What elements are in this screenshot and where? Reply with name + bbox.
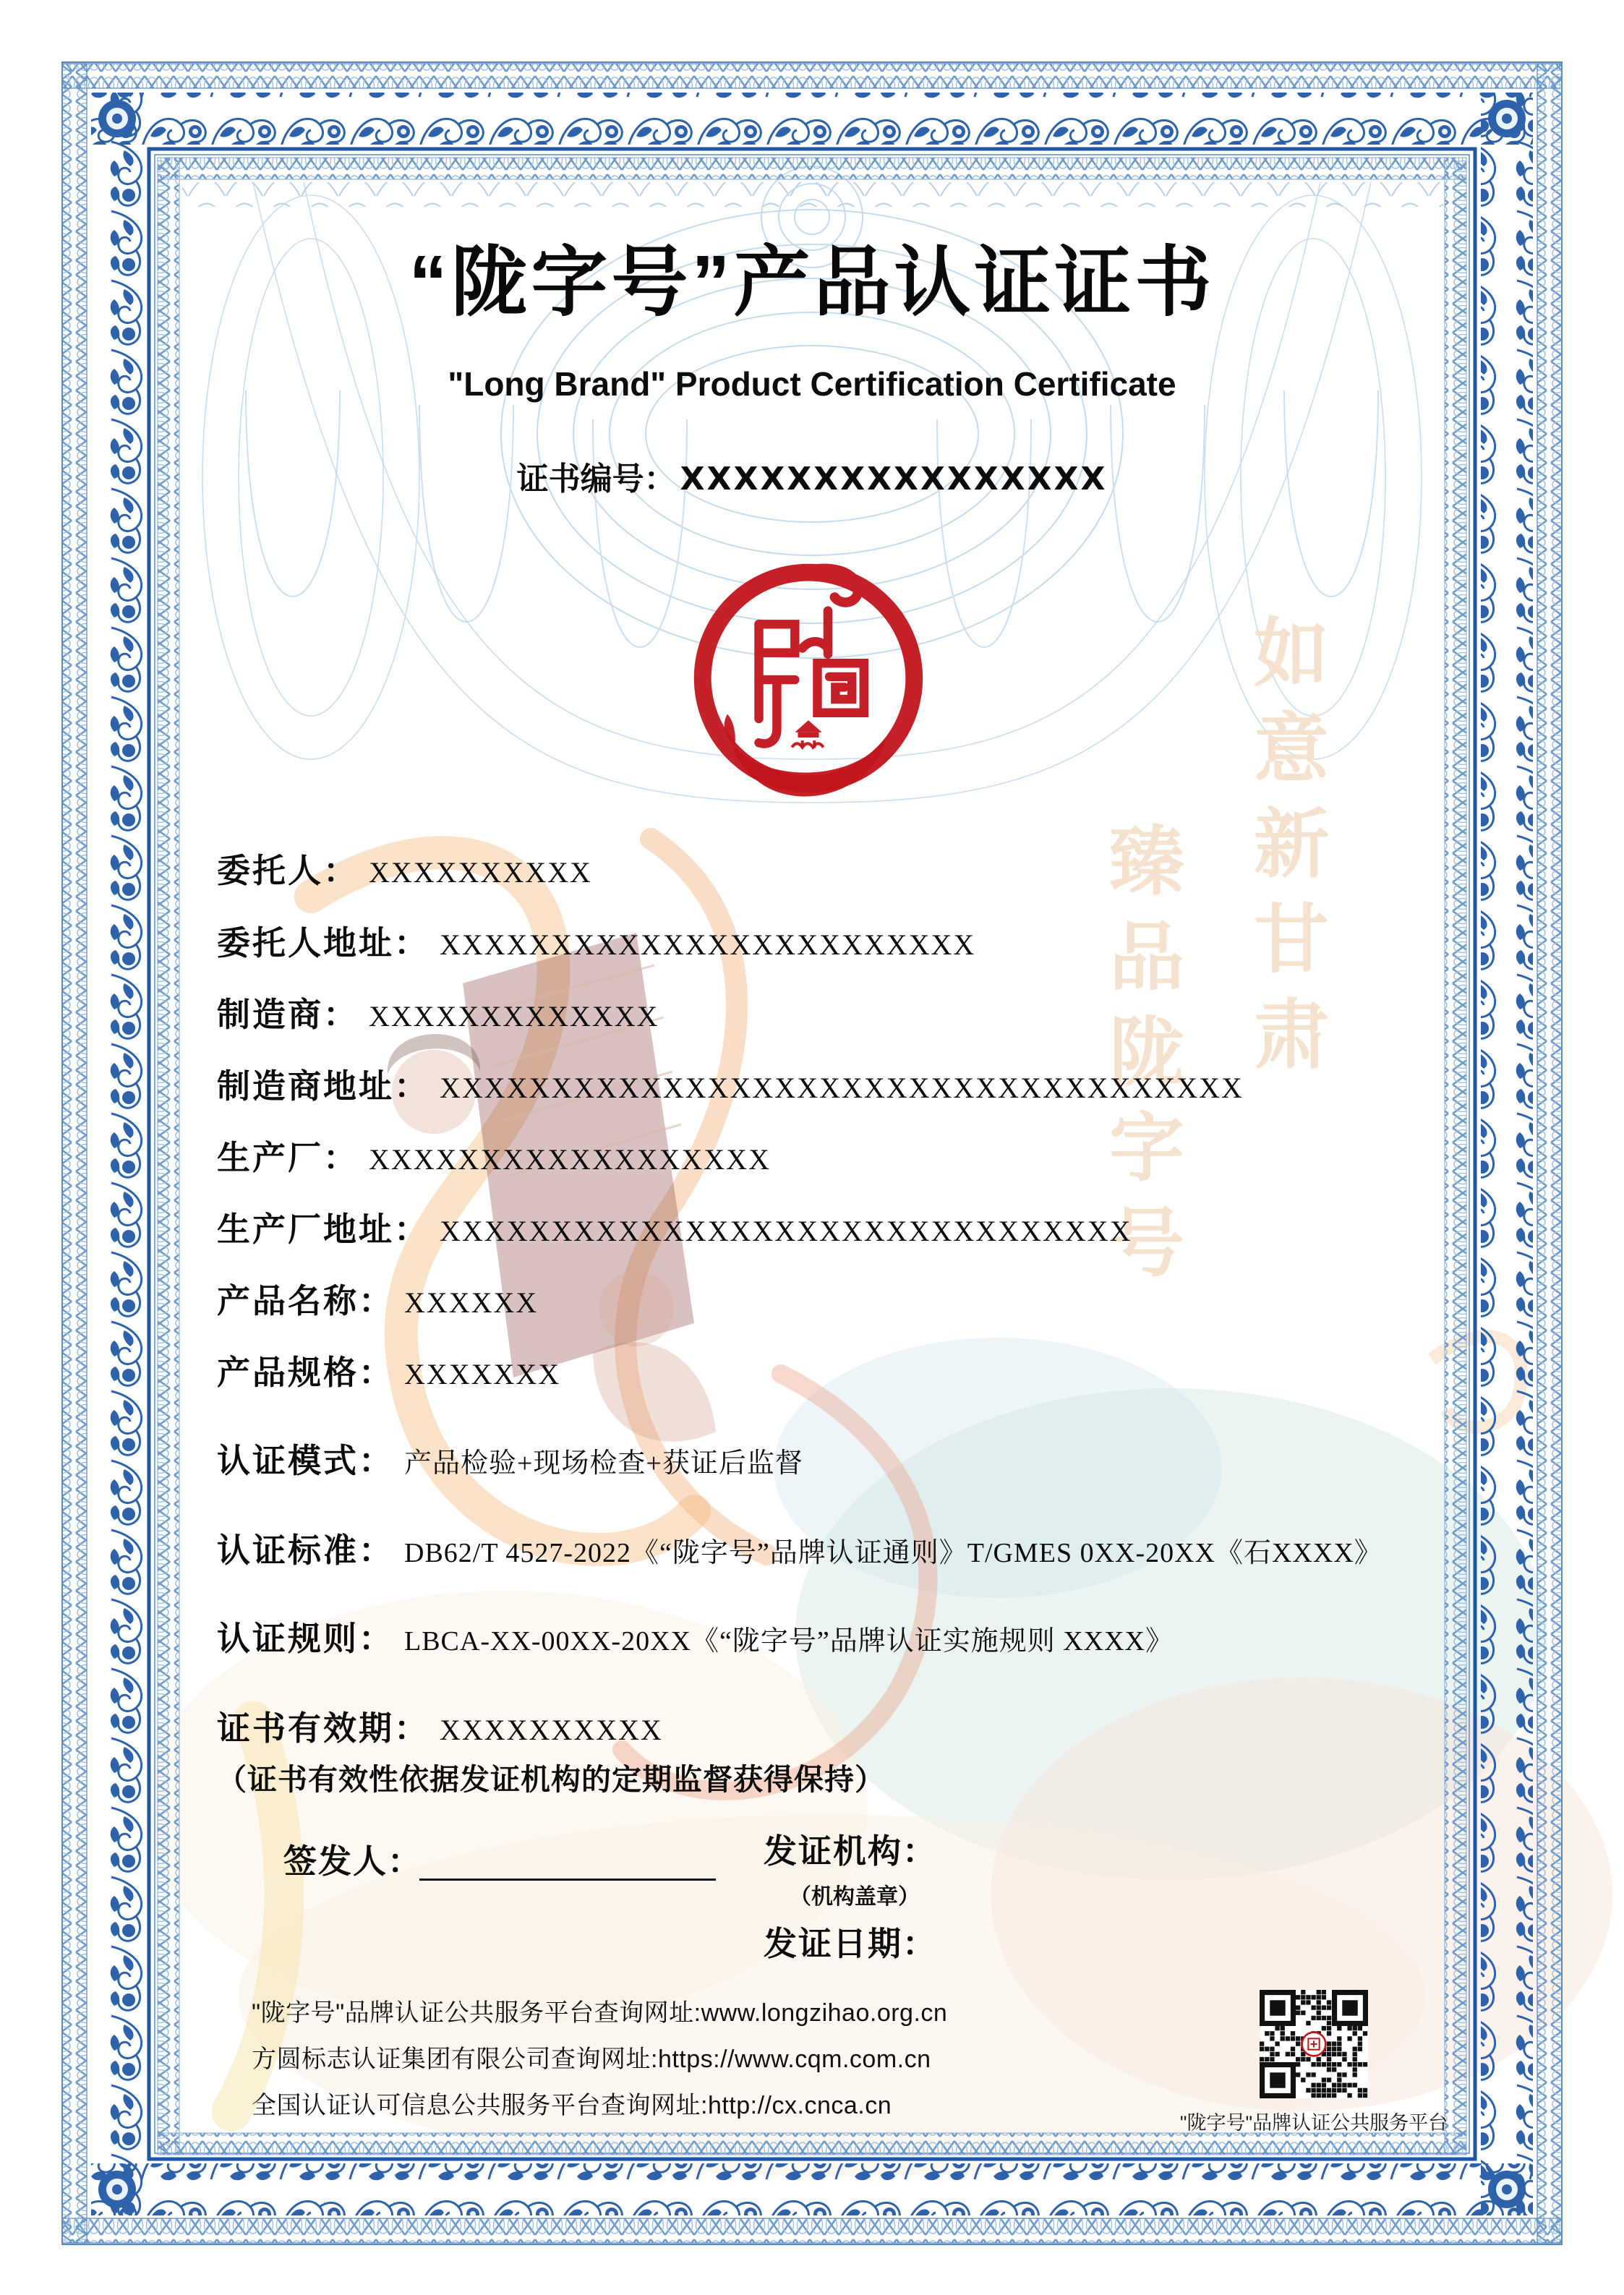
issue-date-label: 发证日期： bbox=[764, 1925, 937, 1962]
field-value: XXXXXXXXXX bbox=[369, 856, 592, 889]
field-label: 认证模式： bbox=[217, 1442, 394, 1479]
signer-label: 签发人： bbox=[283, 1842, 422, 1880]
field-label: 证书有效期： bbox=[217, 1709, 429, 1747]
footer-link-cnca: 全国认证认可信息公共服务平台查询网址:http://cx.cnca.cn bbox=[252, 2092, 892, 2119]
signer-signature-line bbox=[419, 1850, 716, 1881]
field-row-validity bbox=[217, 1702, 663, 1750]
qr-code bbox=[1260, 1990, 1368, 2098]
field-label: 委托人： bbox=[217, 852, 359, 889]
field-row-certification-standard bbox=[217, 1524, 1382, 1572]
validity-note: （证书有效性依据发证机构的定期监督获得保持） bbox=[217, 1763, 885, 1796]
field-label: 制造商地址： bbox=[217, 1067, 429, 1105]
field-row-factory-address bbox=[217, 1203, 1132, 1251]
watermark-column-right: 如意新甘肃 bbox=[1242, 613, 1326, 1090]
field-label: 认证规则： bbox=[217, 1620, 394, 1657]
brand-seal-icon bbox=[688, 558, 928, 798]
certificate-number-label: 证书编号： bbox=[516, 461, 676, 497]
field-row-factory bbox=[217, 1132, 771, 1179]
field-label: 生产厂： bbox=[217, 1139, 359, 1176]
field-row-consignor bbox=[217, 845, 592, 892]
field-value: LBCA-XX-00XX-20XX《“陇字号”品牌认证实施规则 XXXX》 bbox=[404, 1626, 1174, 1657]
field-value: XXXXXX bbox=[404, 1286, 539, 1319]
field-row-certification-mode bbox=[217, 1435, 803, 1482]
field-value: XXXXXXXXXXXXX bbox=[369, 1000, 659, 1033]
qr-caption: "陇字号"品牌认证公共服务平台 bbox=[1179, 2112, 1448, 2134]
footer-link-longzihao: "陇字号"品牌认证公共服务平台查询网址:www.longzihao.org.cn bbox=[252, 1999, 948, 2027]
field-row-manufacturer-address bbox=[217, 1060, 1244, 1108]
field-value: XXXXXXXXXXXXXXXXXXXXXXXX bbox=[440, 928, 976, 961]
field-value: XXXXXXXXXXXXXXXXXX bbox=[369, 1143, 771, 1176]
field-label: 生产厂地址： bbox=[217, 1210, 429, 1248]
watermark-column-left: 臻品陇字号 bbox=[1098, 821, 1181, 1299]
footer-link-cqm: 方圆标志认证集团有限公司查询网址:https://www.cqm.com.cn bbox=[252, 2046, 931, 2073]
certificate-title: “陇字号”产品认证证书 bbox=[409, 240, 1215, 325]
field-row-manufacturer bbox=[217, 988, 659, 1036]
field-label: 产品规格： bbox=[217, 1354, 394, 1391]
field-row-product-name bbox=[217, 1275, 538, 1322]
field-value: XXXXXXXXXXXXXXXXXXXXXXXXXXXXXXX bbox=[440, 1215, 1132, 1247]
field-value: XXXXXXXXXX bbox=[440, 1714, 663, 1746]
certificate-number-value: XXXXXXXXXXXXXXXX bbox=[680, 461, 1108, 497]
field-value: 产品检验+现场检查+获证后监督 bbox=[404, 1448, 803, 1479]
field-value: DB62/T 4527-2022《“陇字号”品牌认证通则》T/GMES 0XX-20XX《石XXXX》 bbox=[404, 1538, 1382, 1568]
field-row-certification-rule bbox=[217, 1612, 1174, 1660]
field-value: XXXXXXX bbox=[404, 1358, 561, 1390]
issuer-seal-note: （机构盖章） bbox=[790, 1885, 920, 1909]
certificate-subtitle-en: "Long Brand" Product Certification Certificate bbox=[448, 365, 1176, 403]
field-label: 制造商： bbox=[217, 996, 359, 1033]
field-row-consignor-address bbox=[217, 917, 975, 965]
field-label: 产品名称： bbox=[217, 1282, 394, 1320]
field-label: 认证标准： bbox=[217, 1531, 394, 1569]
field-row-product-spec bbox=[217, 1346, 560, 1394]
certificate-number-line bbox=[0, 453, 1624, 499]
issuer-label: 发证机构： bbox=[764, 1832, 937, 1870]
field-label: 委托人地址： bbox=[217, 924, 429, 962]
field-value: XXXXXXXXXXXXXXXXXXXXXXXXXXXXXXXXXXXX bbox=[440, 1072, 1244, 1104]
